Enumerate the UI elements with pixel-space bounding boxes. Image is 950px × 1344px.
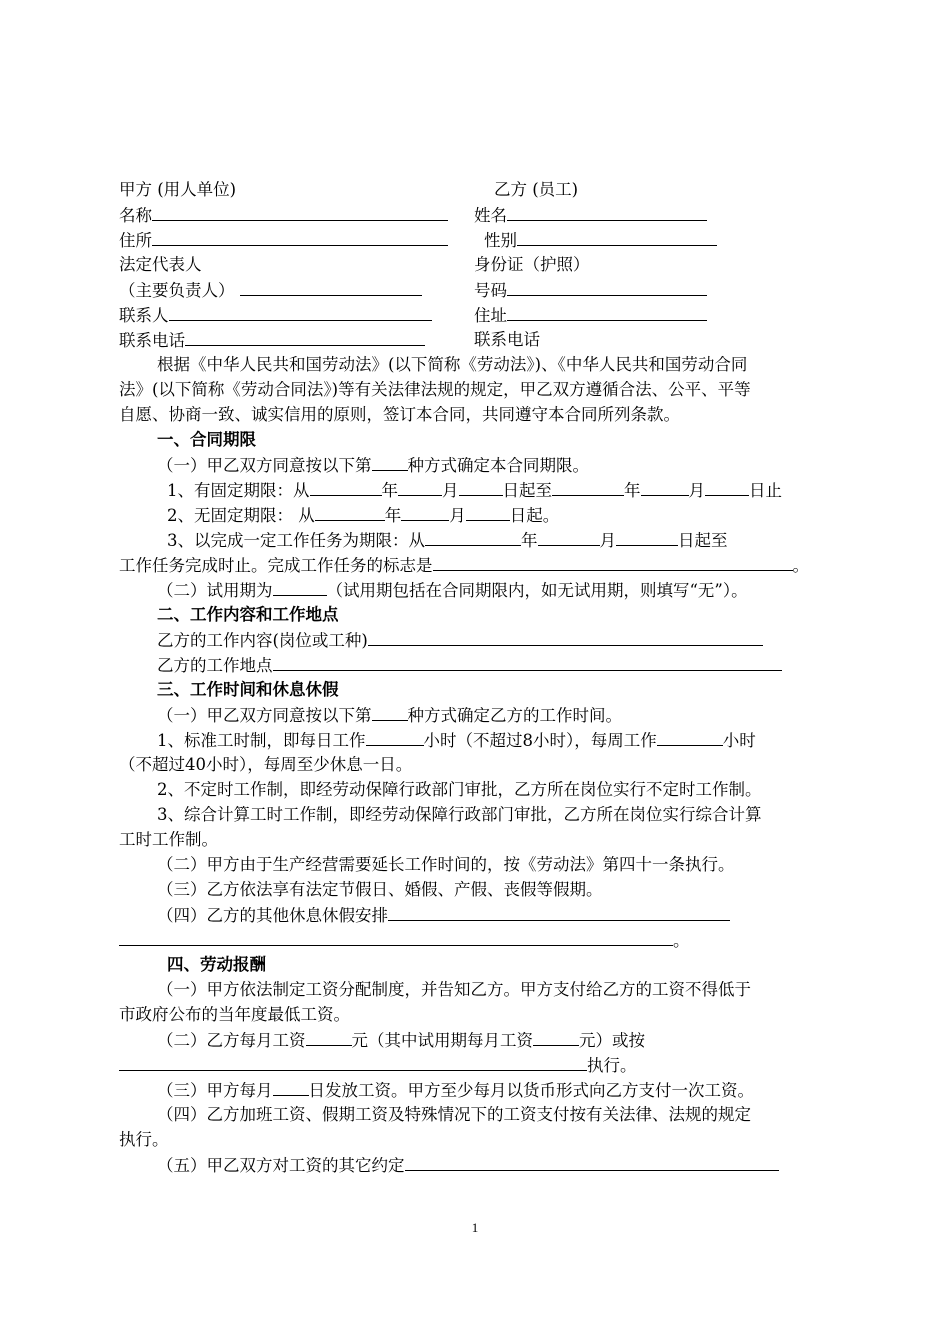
standard-hours-pre: 1、标准工时制，即每日工作 [157, 731, 366, 750]
work-content-row [157, 629, 763, 652]
work-time-mode-row [157, 704, 622, 727]
gender-blank[interactable] [517, 229, 717, 246]
month-label: 月 [599, 531, 616, 550]
party-a-address-row [119, 229, 448, 252]
work-time-mode-pre: （一）甲乙双方同意按以下第 [157, 706, 372, 725]
wage-system-text-1: （一）甲方依法制定工资分配制度，并告知乙方。甲方支付给乙方的工资不得低于 [157, 980, 751, 999]
open-year-blank[interactable] [315, 504, 385, 521]
fixed-term-row [167, 479, 782, 502]
work-location-label: 乙方的工作地点 [157, 656, 273, 675]
task-term-pre: 3、以完成一定工作任务为期限：从 [167, 531, 425, 550]
irregular-hours-text: 2、不定时工作制，即经劳动保障行政部门审批，乙方所在岗位实行不定时工作制。 [157, 780, 762, 799]
party-a-title: 甲方 (用人单位) [119, 180, 237, 199]
monthly-wage-pre: （二）乙方每月工资 [157, 1031, 306, 1050]
other-wage-row [157, 1154, 779, 1177]
work-location-row [157, 654, 782, 677]
probation-post: （试用期包括在合同期限内，如无试用期，则填写“无”）。 [326, 581, 748, 600]
full-name-blank[interactable] [507, 204, 707, 221]
name-label: 名称 [119, 206, 152, 225]
task-term-row [167, 529, 728, 552]
wage-basis-row [119, 1054, 637, 1077]
phone-a-row [119, 329, 425, 352]
phone-a-label: 联系电话 [119, 331, 185, 350]
gender-label: 性别 [484, 231, 517, 250]
term-mode-pre: （一）甲乙双方同意按以下第 [157, 456, 372, 475]
open-day-blank[interactable] [466, 504, 510, 521]
fixed-end-year-blank[interactable] [552, 479, 624, 496]
id-card-label: 身份证（护照） [474, 255, 590, 274]
standard-hours-row [157, 729, 756, 752]
work-content-label: 乙方的工作内容(岗位或工种) [157, 631, 368, 650]
party-b-gender-row [484, 229, 717, 252]
preamble-line-2: 法》(以下简称《劳动合同法》)等有关法律法规的规定，甲乙双方遵循合法、公平、平等 [119, 380, 751, 399]
party-b-title: 乙方 (员工) [494, 180, 579, 199]
name-blank[interactable] [152, 204, 448, 221]
other-wage-blank[interactable] [405, 1154, 779, 1171]
term-mode-row [157, 454, 589, 477]
monthly-wage-mid: 元（其中试用期每月工资 [351, 1031, 533, 1050]
open-term-pre: 2、无固定期限： 从 [167, 506, 315, 525]
monthly-wage-row [157, 1029, 645, 1052]
section-2-heading: 二、工作内容和工作地点 [157, 605, 339, 624]
fixed-start-month-blank[interactable] [398, 479, 442, 496]
address-blank[interactable] [152, 229, 448, 246]
principal-blank[interactable] [240, 279, 422, 296]
fixed-start-day-blank[interactable] [459, 479, 503, 496]
task-term-row-2 [119, 554, 809, 577]
day-start-label: 日起。 [509, 506, 560, 525]
residence-blank[interactable] [507, 304, 707, 321]
holidays-text: （三）乙方依法享有法定节假日、婚假、产假、丧假等假期。 [157, 880, 603, 899]
standard-hours-end: 小时 [722, 731, 756, 750]
probation-wage-blank[interactable] [533, 1029, 579, 1046]
overtime-pay-text-2: 执行。 [119, 1130, 169, 1149]
period-mark: 。 [673, 931, 690, 950]
principal-row [119, 279, 422, 302]
phone-b-label: 联系电话 [474, 330, 540, 349]
contact-label: 联系人 [119, 306, 169, 325]
payday-row [157, 1079, 754, 1102]
residence-label: 住址 [474, 306, 507, 325]
fixed-start-year-blank[interactable] [310, 479, 382, 496]
page-number: 1 [471, 1220, 479, 1235]
section-1-heading: 一、合同期限 [157, 430, 256, 449]
weekly-hours-blank[interactable] [657, 729, 723, 746]
other-rest-row-2 [119, 929, 690, 952]
year-label: 年 [521, 531, 538, 550]
standard-hours-row-2: （不超过40小时），每周至少休息一日。 [119, 755, 413, 774]
year-label: 年 [624, 481, 641, 500]
term-mode-post: 种方式确定本合同期限。 [407, 456, 589, 475]
year-label: 年 [384, 506, 402, 525]
task-mark-blank[interactable] [433, 554, 793, 571]
preamble-line-3: 自愿、协商一致、诚实信用的原则，签订本合同，共同遵守本合同所列条款。 [119, 405, 680, 424]
task-day-blank[interactable] [616, 529, 678, 546]
fixed-term-pre: 1、有固定期限：从 [167, 481, 310, 500]
monthly-wage-post: 元）或按 [579, 1031, 645, 1050]
phone-a-blank[interactable] [185, 329, 425, 346]
full-name-label: 姓名 [474, 206, 507, 225]
month-label: 月 [449, 506, 466, 525]
number-label: 号码 [474, 281, 507, 300]
payday-blank[interactable] [273, 1079, 309, 1096]
preamble-line-1: 根据《中华人民共和国劳动法》(以下简称《劳动法》)、《中华人民共和国劳动合同 [157, 355, 748, 374]
term-mode-blank[interactable] [372, 454, 408, 471]
residence-row [474, 304, 707, 327]
comprehensive-hours-text-1: 3、综合计算工时工作制，即经劳动保障行政部门审批，乙方所在岗位实行综合计算 [157, 805, 762, 824]
other-rest-label: （四）乙方的其他休息休假安排 [157, 906, 388, 925]
task-month-blank[interactable] [538, 529, 600, 546]
year-label: 年 [381, 481, 398, 500]
monthly-wage-blank[interactable] [306, 1029, 352, 1046]
id-number-row [474, 279, 707, 302]
overtime-pay-text-1: （四）乙方加班工资、假期工资及特殊情况下的工资支付按有关法律、法规的规定 [157, 1105, 751, 1124]
wage-basis-blank[interactable] [119, 1054, 587, 1071]
overtime-text: （二）甲方由于生产经营需要延长工作时间的，按《劳动法》第四十一条执行。 [157, 855, 735, 874]
party-b-name-row [474, 204, 707, 227]
contact-blank[interactable] [169, 304, 432, 321]
day-to-label: 日起至 [502, 481, 552, 500]
open-term-row [167, 504, 559, 527]
open-month-blank[interactable] [401, 504, 449, 521]
payday-post: 日发放工资。甲方至少每月以货币形式向乙方支付一次工资。 [308, 1081, 754, 1100]
work-content-blank[interactable] [368, 629, 763, 646]
fixed-end-day-blank[interactable] [705, 479, 749, 496]
payday-pre: （三）甲方每月 [157, 1081, 273, 1100]
work-time-mode-post: 种方式确定乙方的工作时间。 [407, 706, 622, 725]
month-label: 月 [688, 481, 705, 500]
wage-system-text-2: 市政府公布的当年度最低工资。 [119, 1005, 350, 1024]
work-time-mode-blank[interactable] [372, 704, 408, 721]
period-mark: 。 [792, 556, 809, 575]
section-3-heading: 三、工作时间和休息休假 [157, 680, 339, 699]
probation-pre: （二）试用期为 [157, 581, 273, 600]
month-label: 月 [442, 481, 459, 500]
daily-hours-blank[interactable] [366, 729, 424, 746]
contact-row [119, 304, 432, 327]
fixed-end-month-blank[interactable] [641, 479, 689, 496]
legal-rep-label: 法定代表人 [119, 255, 202, 274]
party-a-name-row [119, 204, 448, 227]
task-year-blank[interactable] [425, 529, 521, 546]
probation-row [157, 579, 748, 602]
id-number-blank[interactable] [507, 279, 707, 296]
principal-label: （主要负责人） [119, 281, 235, 300]
section-4-heading: 四、劳动报酬 [167, 955, 266, 974]
task-mark-label: 工作任务完成时止。完成工作任务的标志是 [119, 556, 433, 575]
comprehensive-hours-text-2: 工时工作制。 [119, 830, 218, 849]
probation-blank[interactable] [273, 579, 327, 596]
other-wage-label: （五）甲乙双方对工资的其它约定 [157, 1156, 405, 1175]
day-end-label: 日止 [749, 481, 782, 500]
execute-label: 执行。 [587, 1056, 637, 1075]
address-label: 住所 [119, 231, 152, 250]
other-rest-row [157, 904, 730, 927]
other-rest-blank[interactable] [388, 904, 730, 921]
day-to-label: 日起至 [678, 531, 728, 550]
other-rest-blank-2[interactable] [119, 929, 673, 946]
standard-hours-mid: 小时（不超过8小时），每周工作 [423, 731, 657, 750]
work-location-blank[interactable] [273, 654, 782, 671]
